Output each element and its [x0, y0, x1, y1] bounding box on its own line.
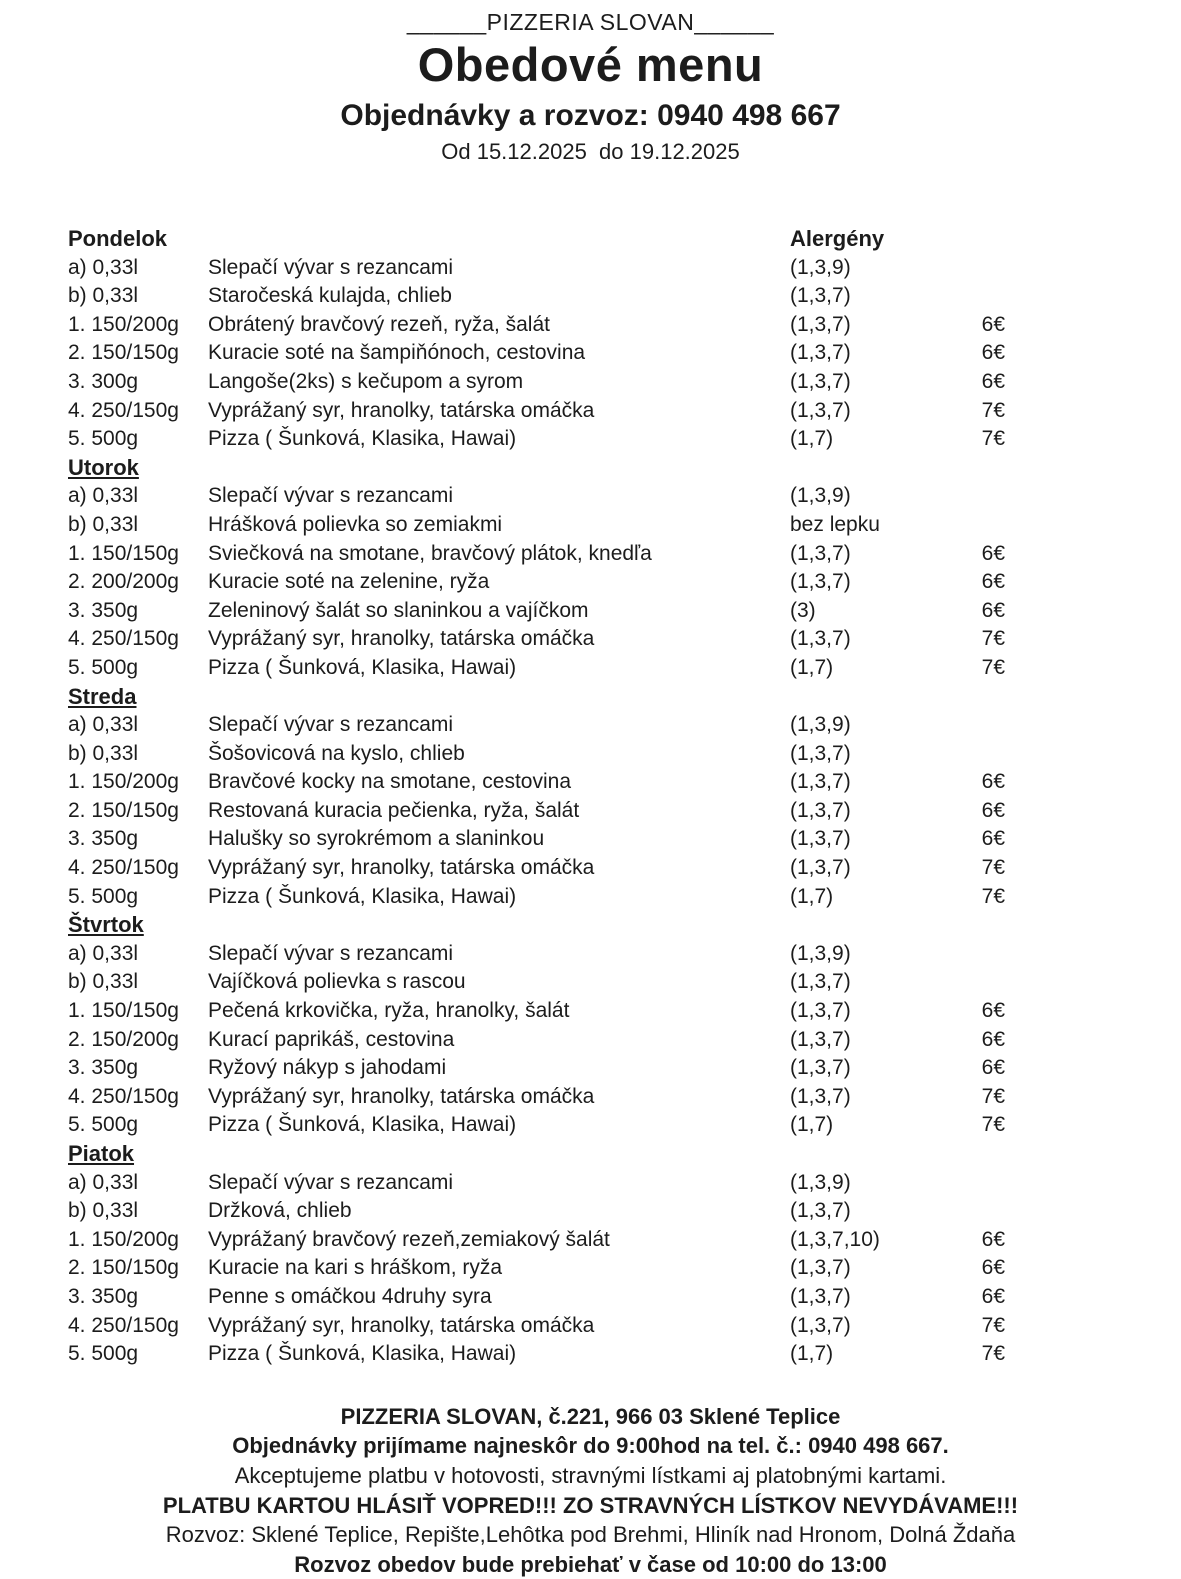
day-name: Pondelok	[68, 226, 168, 251]
day-header-row	[0, 1140, 1181, 1169]
menu-item-row	[0, 425, 1181, 454]
menu-item-dish: Slepačí vývar s rezancami	[208, 713, 454, 737]
menu-item-allergens: (1,3,7)	[790, 1084, 851, 1108]
menu-item-portion: b) 0,33l	[68, 970, 139, 994]
document-header	[0, 0, 1181, 165]
menu-item-dish: Držková, chlieb	[208, 1199, 352, 1223]
menu-item-price	[932, 254, 1005, 283]
allergens-column-header	[790, 1140, 932, 1169]
day-header-spacer	[208, 225, 790, 254]
day-header-spacer	[208, 911, 790, 940]
menu-item-allergens: (3)	[790, 598, 816, 622]
menu-item-price: 6€	[981, 798, 1005, 822]
menu-item-allergens: (1,3,7)	[790, 398, 851, 422]
menu-item-row	[0, 1312, 1181, 1341]
menu-item-row	[0, 825, 1181, 854]
menu-item-allergens: (1,3,7)	[790, 284, 851, 308]
menu-item-price: 6€	[981, 598, 1005, 622]
menu-item-portion: b) 0,33l	[68, 741, 139, 765]
menu-item-row	[0, 797, 1181, 826]
menu-item-portion: 5. 500g	[68, 427, 139, 451]
menu-item-allergens: (1,3,7)	[790, 541, 851, 565]
day-header-spacer	[932, 1140, 1005, 1169]
menu-item-dish: Kurací paprikáš, cestovina	[208, 1027, 455, 1051]
menu-item-allergens: (1,3,7,10)	[790, 1227, 880, 1251]
menu-item-row	[0, 311, 1181, 340]
menu-item-row	[0, 768, 1181, 797]
menu-item-dish: Zeleninový šalát so slaninkou a vajíčkom	[208, 598, 589, 622]
allergens-column-header	[790, 454, 932, 483]
menu-item-row	[0, 568, 1181, 597]
menu-item-row	[0, 397, 1181, 426]
menu-item-dish: Slepačí vývar s rezancami	[208, 941, 454, 965]
restaurant-name-line: ______PIZZERIA SLOVAN______	[406, 9, 775, 35]
menu-item-row	[0, 1111, 1181, 1140]
menu-item-portion: a) 0,33l	[68, 1170, 139, 1194]
footer-line: Objednávky prijímame najneskôr do 9:00hod na tel. č.: 0940 498 667.	[232, 1433, 949, 1459]
menu-item-row	[0, 940, 1181, 969]
menu-item-dish: Halušky so syrokrémom a slaninkou	[208, 827, 545, 851]
menu-item-price: 6€	[981, 1227, 1005, 1251]
menu-item-portion: a) 0,33l	[68, 484, 139, 508]
menu-item-dish: Staročeská kulajda, chlieb	[208, 284, 452, 308]
menu-item-allergens: (1,3,7)	[790, 369, 851, 393]
menu-item-row	[0, 711, 1181, 740]
menu-item-portion: 4. 250/150g	[68, 1313, 179, 1337]
menu-item-dish: Vyprážaný syr, hranolky, tatárska omáčka	[208, 856, 595, 880]
menu-item-portion: 3. 350g	[68, 827, 139, 851]
footer-line: Rozvoz obedov bude prebiehať v čase od 10:00 do 13:00	[294, 1551, 887, 1577]
menu-item-portion: 2. 150/150g	[68, 1256, 179, 1280]
menu-item-dish: Slepačí vývar s rezancami	[208, 1170, 454, 1194]
day-header-spacer	[208, 454, 790, 483]
menu-item-price: 6€	[981, 341, 1005, 365]
menu-item-row	[0, 597, 1181, 626]
menu-item-row	[0, 1283, 1181, 1312]
allergens-column-header: Alergény	[790, 226, 885, 251]
menu-item-price: 6€	[981, 999, 1005, 1023]
menu-item-price: 7€	[981, 655, 1005, 679]
menu-item-allergens: (1,3,7)	[790, 970, 851, 994]
menu-item-allergens: (1,7)	[790, 884, 834, 908]
menu-item-row	[0, 254, 1181, 283]
menu-item-row	[0, 1026, 1181, 1055]
menu-item-price: 6€	[981, 541, 1005, 565]
menu-item-allergens: (1,3,7)	[790, 341, 851, 365]
menu-item-allergens: (1,3,9)	[790, 1170, 851, 1194]
menu-item-dish: Langoše(2ks) s kečupom a syrom	[208, 369, 524, 393]
menu-item-allergens: (1,3,7)	[790, 827, 851, 851]
menu-item-row	[0, 282, 1181, 311]
day-header-spacer	[208, 683, 790, 712]
allergens-column-header	[790, 911, 932, 940]
menu-item-price: 6€	[981, 570, 1005, 594]
menu-item-dish: Pizza ( Šunková, Klasika, Hawai)	[208, 427, 517, 451]
menu-item-price: 7€	[981, 398, 1005, 422]
day-header-row	[0, 683, 1181, 712]
menu-item-row	[0, 482, 1181, 511]
menu-item-row	[0, 854, 1181, 883]
menu-item-dish: Vyprážaný syr, hranolky, tatárska omáčka	[208, 398, 595, 422]
menu-item-dish: Kuracie na kari s hráškom, ryža	[208, 1256, 503, 1280]
menu-item-portion: 5. 500g	[68, 1113, 139, 1137]
menu-item-portion: b) 0,33l	[68, 512, 139, 536]
menu-item-portion: 4. 250/150g	[68, 627, 179, 651]
menu-item-portion: b) 0,33l	[68, 1199, 139, 1223]
menu-item-price: 7€	[981, 1313, 1005, 1337]
day-header-spacer	[932, 911, 1005, 940]
menu-item-row	[0, 511, 1181, 540]
menu-item-row	[0, 1169, 1181, 1198]
menu-item-allergens: (1,3,7)	[790, 1199, 851, 1223]
menu-item-allergens: bez lepku	[790, 512, 880, 536]
menu-item-row	[0, 1197, 1181, 1226]
day-header-spacer	[932, 225, 1005, 254]
menu-table	[0, 225, 1181, 1369]
footer	[0, 1402, 1181, 1579]
menu-item-row	[0, 1226, 1181, 1255]
menu-item-dish: Šošovicová na kyslo, chlieb	[208, 741, 465, 765]
menu-item-allergens: (1,3,7)	[790, 1284, 851, 1308]
menu-item-dish: Pizza ( Šunková, Klasika, Hawai)	[208, 655, 517, 679]
menu-item-portion: 5. 500g	[68, 884, 139, 908]
menu-item-portion: 3. 350g	[68, 598, 139, 622]
menu-item-allergens: (1,3,9)	[790, 941, 851, 965]
day-header-row	[0, 911, 1181, 940]
menu-item-row	[0, 997, 1181, 1026]
menu-item-row	[0, 1083, 1181, 1112]
menu-item-allergens: (1,3,7)	[790, 570, 851, 594]
menu-item-price: 6€	[981, 1027, 1005, 1051]
menu-item-price	[932, 482, 1005, 511]
menu-item-row	[0, 1054, 1181, 1083]
menu-item-portion: 4. 250/150g	[68, 1084, 179, 1108]
menu-item-price: 6€	[981, 1056, 1005, 1080]
menu-item-portion: 4. 250/150g	[68, 398, 179, 422]
menu-item-dish: Obrátený bravčový rezeň, ryža, šalát	[208, 312, 550, 336]
menu-item-portion: 5. 500g	[68, 1342, 139, 1366]
menu-item-price: 7€	[981, 427, 1005, 451]
menu-item-dish: Vyprážaný syr, hranolky, tatárska omáčka	[208, 627, 595, 651]
menu-item-portion: 1. 150/200g	[68, 312, 179, 336]
menu-item-dish: Pizza ( Šunková, Klasika, Hawai)	[208, 1113, 517, 1137]
menu-item-price	[932, 282, 1005, 311]
menu-item-portion: 5. 500g	[68, 655, 139, 679]
menu-item-allergens: (1,3,7)	[790, 856, 851, 880]
menu-item-dish: Kuracie soté na zelenine, ryža	[208, 570, 490, 594]
menu-item-price: 7€	[981, 1342, 1005, 1366]
menu-item-dish: Penne s omáčkou 4druhy syra	[208, 1284, 492, 1308]
menu-item-price	[932, 740, 1005, 769]
menu-item-allergens: (1,3,9)	[790, 713, 851, 737]
menu-item-allergens: (1,3,7)	[790, 627, 851, 651]
menu-item-price: 7€	[981, 1084, 1005, 1108]
day-name: Utorok	[68, 454, 139, 480]
menu-item-price: 6€	[981, 369, 1005, 393]
allergens-column-header	[790, 683, 932, 712]
menu-item-portion: 1. 150/150g	[68, 999, 179, 1023]
footer-line: Akceptujeme platbu v hotovosti, stravnými lístkami aj platobnými kartami.	[234, 1462, 947, 1488]
menu-item-allergens: (1,3,7)	[790, 770, 851, 794]
menu-item-price	[932, 711, 1005, 740]
menu-item-dish: Slepačí vývar s rezancami	[208, 484, 454, 508]
menu-item-row	[0, 339, 1181, 368]
menu-item-row	[0, 625, 1181, 654]
menu-item-dish: Vajíčková polievka s rascou	[208, 970, 466, 994]
menu-item-portion: 1. 150/150g	[68, 541, 179, 565]
menu-item-portion: 1. 150/200g	[68, 1227, 179, 1251]
menu-item-row	[0, 1254, 1181, 1283]
menu-item-row	[0, 883, 1181, 912]
menu-item-row	[0, 654, 1181, 683]
menu-item-row	[0, 740, 1181, 769]
menu-item-allergens: (1,7)	[790, 1342, 834, 1366]
menu-item-price: 7€	[981, 856, 1005, 880]
menu-item-price	[932, 511, 1005, 540]
menu-item-portion: 3. 350g	[68, 1284, 139, 1308]
day-header-row	[0, 225, 1181, 254]
menu-item-price: 6€	[981, 1256, 1005, 1280]
menu-item-price: 6€	[981, 770, 1005, 794]
footer-line: Rozvoz: Sklené Teplice, Repište,Lehôtka pod Brehmi, Hliník nad Hronom, Dolná Ždaňa	[165, 1522, 1016, 1548]
menu-item-dish: Pečená krkovička, ryža, hranolky, šalát	[208, 999, 570, 1023]
menu-item-allergens: (1,7)	[790, 1113, 834, 1137]
menu-item-dish: Vyprážaný syr, hranolky, tatárska omáčka	[208, 1084, 595, 1108]
day-name: Štvrtok	[68, 912, 144, 938]
day-name: Streda	[68, 683, 137, 709]
menu-item-price	[932, 940, 1005, 969]
menu-item-dish: Hrášková polievka so zemiakmi	[208, 512, 503, 536]
menu-item-dish: Ryžový nákyp s jahodami	[208, 1056, 447, 1080]
menu-item-row	[0, 968, 1181, 997]
menu-item-dish: Slepačí vývar s rezancami	[208, 255, 454, 279]
menu-item-allergens: (1,3,7)	[790, 741, 851, 765]
menu-item-allergens: (1,3,7)	[790, 798, 851, 822]
menu-item-portion: a) 0,33l	[68, 713, 139, 737]
menu-item-allergens: (1,3,7)	[790, 999, 851, 1023]
footer-line: PIZZERIA SLOVAN, č.221, 966 03 Sklené Teplice	[340, 1403, 841, 1429]
menu-item-portion: a) 0,33l	[68, 941, 139, 965]
menu-item-portion: b) 0,33l	[68, 284, 139, 308]
menu-item-dish: Vyprážaný bravčový rezeň,zemiakový šalát	[208, 1227, 610, 1251]
menu-item-row	[0, 1340, 1181, 1369]
menu-item-price	[932, 968, 1005, 997]
menu-item-dish: Restovaná kuracia pečienka, ryža, šalát	[208, 798, 580, 822]
menu-item-allergens: (1,7)	[790, 427, 834, 451]
menu-item-portion: 3. 350g	[68, 1056, 139, 1080]
order-phone-line: Objednávky a rozvoz: 0940 498 667	[340, 99, 841, 132]
page-title: Obedové menu	[417, 38, 764, 91]
menu-item-portion: 2. 150/200g	[68, 1027, 179, 1051]
menu-item-dish: Pizza ( Šunková, Klasika, Hawai)	[208, 884, 517, 908]
menu-item-dish: Vyprážaný syr, hranolky, tatárska omáčka	[208, 1313, 595, 1337]
menu-item-allergens: (1,3,7)	[790, 1027, 851, 1051]
menu-item-price: 6€	[981, 1284, 1005, 1308]
footer-line: PLATBU KARTOU HLÁSIŤ VOPRED!!! ZO STRAVNÝCH LÍSTKOV NEVYDÁVAME!!!	[162, 1492, 1019, 1518]
day-header-spacer	[208, 1140, 790, 1169]
menu-item-allergens: (1,3,9)	[790, 255, 851, 279]
menu-item-price: 7€	[981, 1113, 1005, 1137]
menu-item-price: 7€	[981, 884, 1005, 908]
menu-item-portion: 2. 150/150g	[68, 798, 179, 822]
menu-item-portion: 2. 200/200g	[68, 570, 179, 594]
menu-item-allergens: (1,3,7)	[790, 312, 851, 336]
menu-item-dish: Kuracie soté na šampiňónoch, cestovina	[208, 341, 586, 365]
menu-item-dish: Sviečková na smotane, bravčový plátok, knedľa	[208, 541, 652, 565]
date-range: Od 15.12.2025 do 19.12.2025	[441, 139, 740, 164]
menu-item-allergens: (1,3,7)	[790, 1056, 851, 1080]
day-header-row	[0, 454, 1181, 483]
menu-item-portion: 1. 150/200g	[68, 770, 179, 794]
menu-item-portion: a) 0,33l	[68, 255, 139, 279]
menu-item-allergens: (1,3,9)	[790, 484, 851, 508]
menu-item-price: 6€	[981, 827, 1005, 851]
menu-item-portion: 2. 150/150g	[68, 341, 179, 365]
menu-item-price	[932, 1169, 1005, 1198]
day-header-spacer	[932, 454, 1005, 483]
menu-item-dish: Bravčové kocky na smotane, cestovina	[208, 770, 572, 794]
menu-item-price	[932, 1197, 1005, 1226]
menu-item-row	[0, 540, 1181, 569]
menu-item-dish: Pizza ( Šunková, Klasika, Hawai)	[208, 1342, 517, 1366]
menu-item-price: 7€	[981, 627, 1005, 651]
menu-item-allergens: (1,7)	[790, 655, 834, 679]
menu-item-allergens: (1,3,7)	[790, 1256, 851, 1280]
day-header-spacer	[932, 683, 1005, 712]
menu-item-allergens: (1,3,7)	[790, 1313, 851, 1337]
menu-item-portion: 3. 300g	[68, 369, 139, 393]
menu-item-portion: 4. 250/150g	[68, 856, 179, 880]
menu-item-row	[0, 368, 1181, 397]
day-name: Piatok	[68, 1141, 135, 1166]
menu-item-price: 6€	[981, 312, 1005, 336]
